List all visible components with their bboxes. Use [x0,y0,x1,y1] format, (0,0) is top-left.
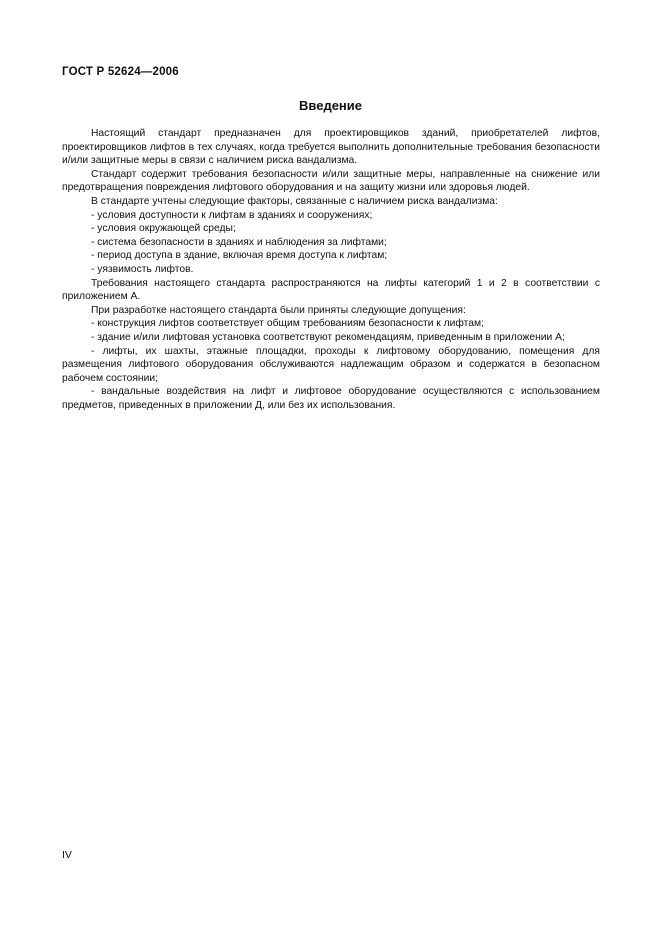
list-item: - уязвимость лифтов. [91,263,194,275]
list-item: - конструкция лифтов соответствует общим требованиям безопасности к лифтам; [91,318,484,330]
page-number: IV [62,849,72,861]
paragraph: Требования настоящего стандарта распространяются на лифты категорий 1 и 2 в соответствии с приложением А. [62,277,600,303]
list-item: - лифты, их шахты, этажные площадки, проходы к лифтовому оборудованию, помещения для размещения лифтового оборудования обслуживаются надлежащим образом и содержатся в безопасном рабочем состоянии; [62,345,600,384]
document-header: ГОСТ Р 52624—2006 [62,66,179,78]
list-item: - период доступа в здание, включая время доступа к лифтам; [91,250,388,262]
paragraph: При разработке настоящего стандарта были приняты следующие допущения: [91,304,466,316]
list-item: - условия доступности к лифтам в зданиях и сооружениях; [91,209,373,221]
document-body [62,127,600,412]
list-item: - вандальные воздействия на лифт и лифтовое оборудование осуществляются с использованием предметов, приведенных в приложении Д, или без их использования. [62,386,600,411]
list-item: - система безопасности в зданиях и наблюдения за лифтами; [91,236,387,248]
paragraph: Стандарт содержит требования безопасности и/или защитные меры, направленные на снижение или предотвращения повреждения лифтового оборудования и на защиту жизни или здоровья людей. [62,168,600,194]
list-item: - условия окружающей среды; [91,223,236,235]
paragraph: Настоящий стандарт предназначен для проектировщиков зданий, приобретателей лифтов, проектировщиков лифтов в тех случаях, когда требуется выполнить дополнительные требования безопасности и/или защитные меры в связи с наличием риска вандализма. [62,128,600,167]
list-item: - здание и/или лифтовая установка соответствуют рекомендациям, приведенным в приложении А; [91,331,565,343]
paragraph: В стандарте учтены следующие факторы, связанные с наличием риска вандализма: [91,195,498,207]
section-title: Введение [299,98,362,113]
